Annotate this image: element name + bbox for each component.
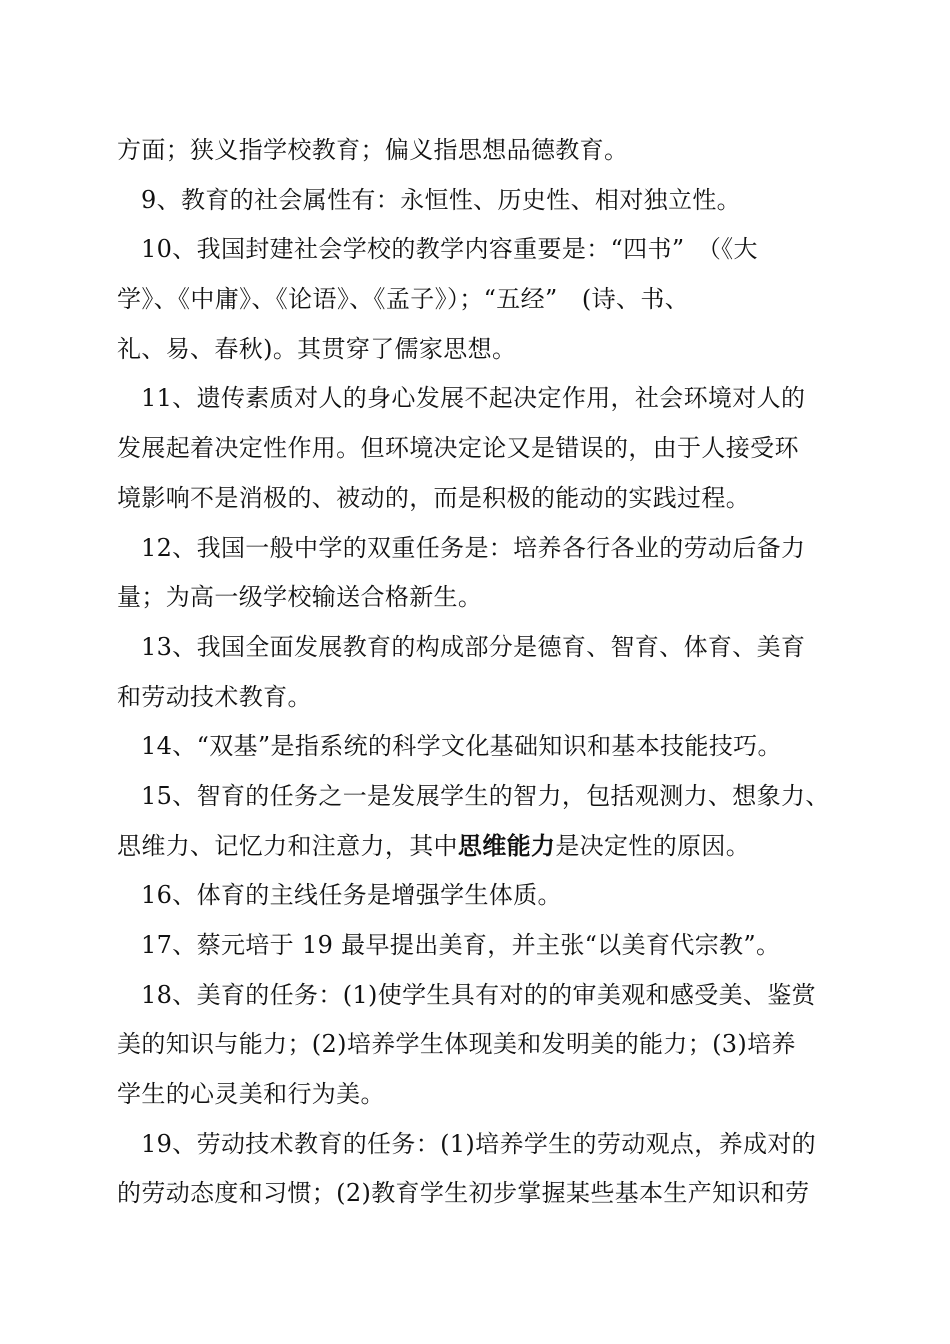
item-10: 10、我国封建社会学校的教学内容重要是：“四书” （《大 (141, 235, 758, 264)
item-11: 11、遗传素质对人的身心发展不起决定作用，社会环境对人的 (141, 384, 806, 413)
item-18: 18、美育的任务：(1)使学生具有对的的审美观和感受美、鉴赏 (141, 980, 817, 1009)
item-14: 14、“双基”是指系统的科学文化基础知识和基本技能技巧。 (141, 732, 782, 761)
text-line: 量；为高一级学校输送合格新生。 (117, 583, 483, 612)
text-line: 境影响不是消极的、被动的，而是积极的能动的实践过程。 (117, 483, 751, 512)
text-line: 和劳动技术教育。 (117, 682, 312, 711)
item-12: 12、我国一般中学的双重任务是：培养各行各业的劳动后备力 (141, 533, 806, 562)
item-17: 17、蔡元培于 19 最早提出美育，并主张“以美育代宗教”。 (141, 931, 781, 959)
item-13: 13、我国全面发展教育的构成部分是德育、智育、体育、美育 (141, 632, 806, 661)
text-line: 学生的心灵美和行为美。 (117, 1080, 385, 1109)
text-line: 方面；狭义指学校教育；偏义指思想品德教育。 (117, 136, 629, 164)
item-19: 19、劳动技术教育的任务：(1)培养学生的劳动观点，养成对的 (141, 1129, 817, 1158)
text-line-with-bold (117, 822, 852, 872)
document-body (117, 126, 852, 1219)
text-segment: 思维力、记忆力和注意力，其中 (117, 831, 458, 860)
item-15: 15、智育的任务之一是发展学生的智力，包括观测力、想象力、 (141, 781, 830, 810)
text-line: 的劳动态度和习惯；(2)教育学生初步掌握某些基本生产知识和劳 (117, 1179, 810, 1208)
text-line: 学》、《中庸》、《论语》、《孟子》）；“五经” (诗、书、 (117, 285, 690, 314)
text-segment: 是决定性的原因。 (555, 831, 751, 860)
item-9: 9、教育的社会属性有：永恒性、历史性、相对独立性。 (141, 185, 742, 214)
item-16: 16、体育的主线任务是增强学生体质。 (141, 881, 562, 910)
text-line: 礼、易、春秋)。其贯穿了儒家思想。 (117, 334, 517, 363)
text-line: 美的知识与能力；(2)培养学生体现美和发明美的能力；(3)培养 (117, 1030, 796, 1059)
text-line: 发展起着决定性作用。但环境决定论又是错误的，由于人接受环 (117, 434, 799, 463)
bold-term: 思维能力 (457, 831, 556, 860)
